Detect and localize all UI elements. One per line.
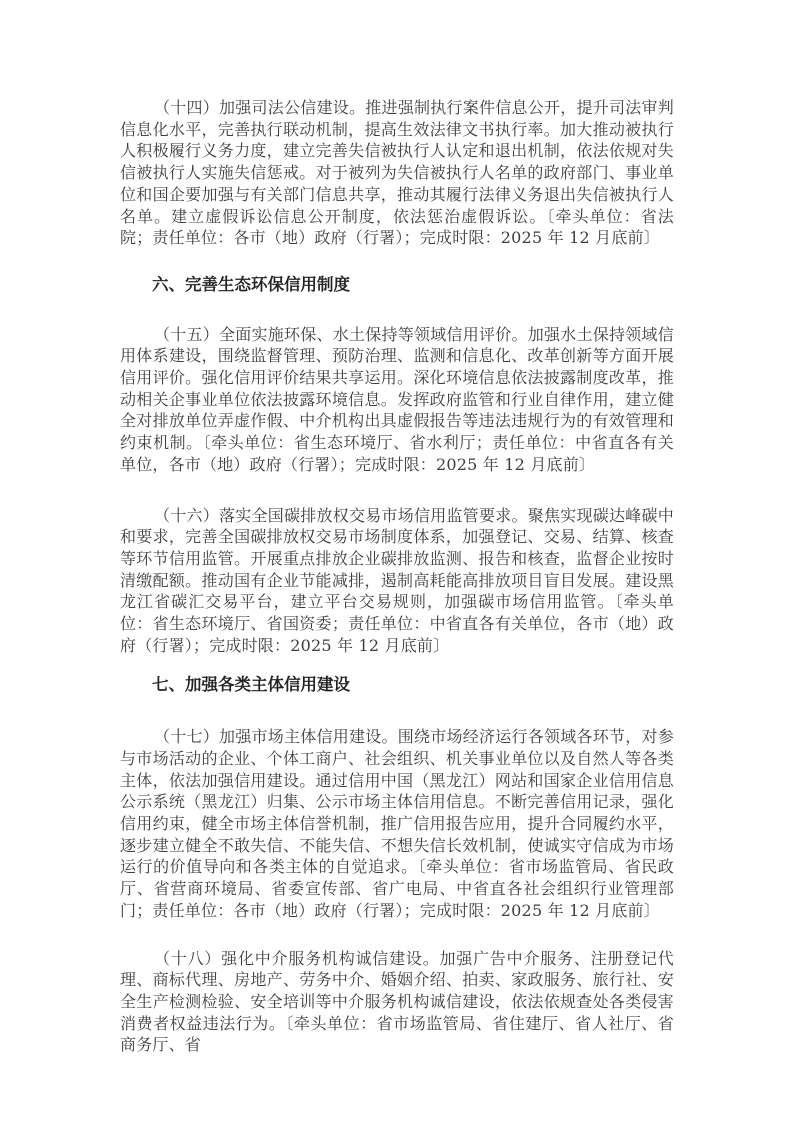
paragraph-item-18: （十八）强化中介服务机构诚信建设。加强广告中介服务、注册登记代理、商标代理、房地产、劳务中介、婚姻介绍、拍卖、家政服务、旅行社、安全生产检测检验、安全培训等中介服务机构诚信建设，依法依规查处各类侵害消费者权益违法行为。〔牵头单位：省市场监管局、省住建厅、省人社厅、省商务厅、省 [120, 948, 674, 1055]
paragraph-item-15: （十五）全面实施环保、水土保持等领域信用评价。加强水土保持领域信用体系建设，围绕监督管理、预防治理、监测和信息化、改革创新等方面开展信用评价。强化信用评价结果共享运用。深化环境信息依法披露制度改革，推动相关企事业单位依法披露环境信息。发挥政府监管和行业自律作用，建立健全对排放单位弄虚作假、中介机构出具虚假报告等违法违规行为的有效管理和约束机制。〔牵头单位：省生态环境厅、省水利厅；责任单位：中省直各有关单位，各市（地）政府（行署）；完成时限：2025 年 12 月底前〕 [120, 324, 674, 474]
paragraph-item-17: （十七）加强市场主体信用建设。围绕市场经济运行各领域各环节，对参与市场活动的企业、个体工商户、社会组织、机关事业单位以及自然人等各类主体，依法加强信用建设。通过信用中国（黑龙江）网站和国家企业信用信息公示系统（黑龙江）归集、公示市场主体信用信息。不断完善信用记录，强化信用约束，健全市场主体信誉机制，推广信用报告应用，提升合同履约水平，逐步建立健全不敢失信、不能失信、不想失信长效机制，使诚实守信成为市场运行的价值导向和各类主体的自觉追求。〔牵头单位：省市场监管局、省民政厅、省营商环境局、省委宣传部、省广电局、中省直各社会组织行业管理部门；责任单位：各市（地）政府（行署）；完成时限：2025 年 12 月底前〕 [120, 727, 674, 920]
section-heading-7: 七、加强各类主体信用建设 [152, 675, 350, 695]
paragraph-item-14: （十四）加强司法公信建设。推进强制执行案件信息公开，提升司法审判信息化水平，完善执行联动机制，提高生效法律文书执行率。加大推动被执行人积极履行义务力度，建立完善失信被执行人认定和退出机制，依法依规对失信被执行人实施失信惩戒。对于被列为失信被执行人名单的政府部门、事业单位和国企要加强与有关部门信息共享，推动其履行法律义务退出失信被执行人名单。建立虚假诉讼信息公开制度，依法惩治虚假诉讼。〔牵头单位：省法院；责任单位：各市（地）政府（行署）；完成时限：2025 年 12 月底前〕 [120, 98, 674, 248]
paragraph-item-16: （十六）落实全国碳排放权交易市场信用监管要求。聚焦实现碳达峰碳中和要求，完善全国碳排放权交易市场制度体系，加强登记、交易、结算、核查等环节信用监管。开展重点排放企业碳排放监测、报告和核查，监督企业按时清缴配额。推动国有企业节能减排，遏制高耗能高排放项目盲目发展。建设黑龙江省碳汇交易平台，建立平台交易规则，加强碳市场信用监管。〔牵头单位：省生态环境厅、省国资委；责任单位：中省直各有关单位，各市（地）政府（行署）；完成时限：2025 年 12 月底前〕 [120, 505, 674, 655]
section-heading-6: 六、完善生态环保信用制度 [152, 274, 350, 294]
